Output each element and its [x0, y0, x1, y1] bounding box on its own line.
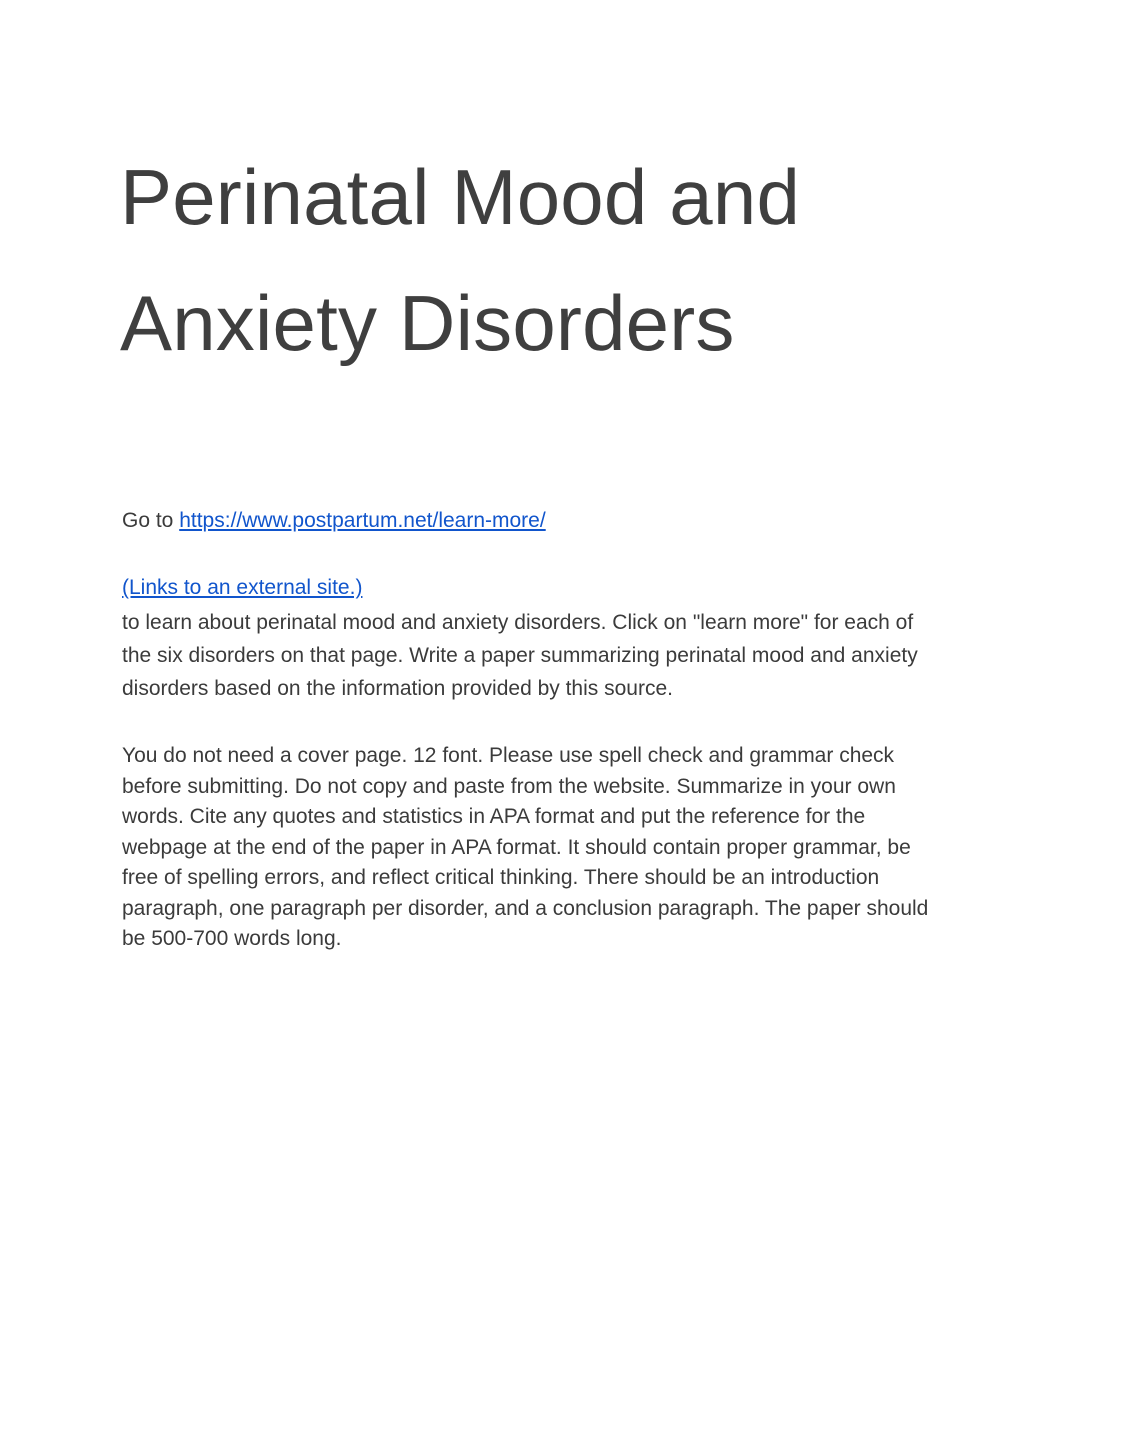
title-line-1: Perinatal Mood and [120, 153, 801, 241]
paragraph1-line: to learn about perinatal mood and anxiety disorders. Click on "learn more" for each of [122, 611, 914, 634]
paragraph2-line: webpage at the end of the paper in APA format. It should contain proper grammar, be [122, 835, 911, 859]
paragraph2-line: You do not need a cover page. 12 font. Please use spell check and grammar check [122, 744, 895, 767]
paragraph2-line: free of spelling errors, and reflect critical thinking. There should be an introduction [122, 866, 880, 889]
goto-prefix: Go to [122, 509, 180, 532]
document-title [120, 134, 1020, 386]
goto-line [122, 506, 1022, 536]
instructions-paragraph-2 [122, 741, 1022, 955]
paragraph2-line: words. Cite any quotes and statistics in APA format and put the reference for the [122, 805, 866, 828]
paragraph2-line: before submitting. Do not copy and paste from the website. Summarize in your own [122, 774, 896, 798]
paragraph1-line: disorders based on the information provided by this source. [122, 677, 673, 700]
title-line-2: Anxiety Disorders [120, 279, 735, 367]
paragraph2-line: paragraph, one paragraph per disorder, and a conclusion paragraph. The paper should [122, 896, 929, 920]
paragraph1-line: the six disorders on that page. Write a paper summarizing perinatal mood and anxiety [122, 644, 918, 667]
external-link-line [122, 573, 1022, 603]
instructions-paragraph-1 [122, 606, 1022, 705]
paragraph2-line: be 500-700 words long. [122, 927, 342, 950]
postpartum-link[interactable]: https://www.postpartum.net/learn-more/ [179, 509, 546, 532]
external-site-link[interactable]: (Links to an external site.) [122, 576, 363, 599]
